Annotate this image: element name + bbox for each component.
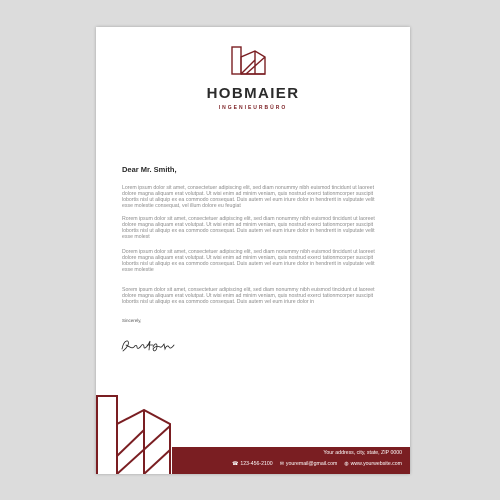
brand-name: HOBMAIER [206,85,300,102]
footer-address: Your address, city, state, ZIP 0000 [323,450,402,456]
body-paragraph: Dorem ipsum dolor sit amet, consectetuer adipiscing elit, sed diam nonummy nibh euismod tincidunt ut laoreet dolore magna aliquam erat volutpat. Ut wisi enim ad minim veniam, quis nostrud exerci tationmcorper suscipit lobortis nisl ut aliquip ex ea commodo consequat. Duis autem vel eum iriure dolor in hendrerit in vulputate velit esse molestie [122,249,375,274]
letterhead-sheet [96,27,410,474]
email-address: youremail@gmail.com [285,461,338,467]
building-logo-icon [230,45,272,75]
footer-contacts [232,461,402,467]
phone-number: 123-456-2100 [240,461,273,467]
footer-email [280,461,338,467]
salutation: Dear Mr. Smith, [122,165,177,174]
phone-icon: ☎ [232,460,239,467]
website-url: www.yourwebsite.com [350,461,402,467]
envelope-icon: ✉ [279,460,284,467]
body-paragraph: Lorem ipsum dolor sit amet, consectetuer adipiscing elit, sed diam nonummy nibh euismod tincidunt ut laoreet dolore magna aliquam erat volutpat. Ut wisi enim ad minim veniam, quis nostrud exerci tationmcorper suscipit lobortis nisl ut aliquip ex ea commodo consequat. Duis autem vel eum iriure dolor in hendrerit in vulputate velit esse molestie consequat, vel illum dolore eu feugiat [122,185,375,210]
signature [120,335,176,355]
building-graphic-icon [96,394,172,474]
body-paragraph: Sorem ipsum dolor sit amet, consectetuer adipiscing elit, sed diam nonummy nibh euismod tincidunt ut laoreet dolore magna aliquam erat volutpat. Ut wisi enim ad minim veniam, quis nostrud exerci tationmcorper suscipit lobortis nisl ut aliquip ex ea commodo consequat. Duis autem vel eum iriure dolor in [122,287,375,306]
globe-icon: ◍ [344,460,349,467]
brand-tagline: INGENIEURBÜRO [218,105,288,111]
footer-website [344,461,402,467]
footer-bar [172,447,410,474]
closing: Sincerely, [122,318,142,323]
footer-phone [232,461,273,467]
body-paragraph: Rorem ipsum dolor sit amet, consectetuer adipiscing elit, sed diam nonummy nibh euismod tincidunt ut laoreet dolore magna aliquam erat volutpat. Ut wisi enim ad minim veniam, quis nostrud exerci tationmcorper suscipit lobortis nisl ut aliquip ex ea commodo consequat. Duis autem vel eum iriure dolor in hendrerit in vulputate velit esse molest [122,216,375,241]
